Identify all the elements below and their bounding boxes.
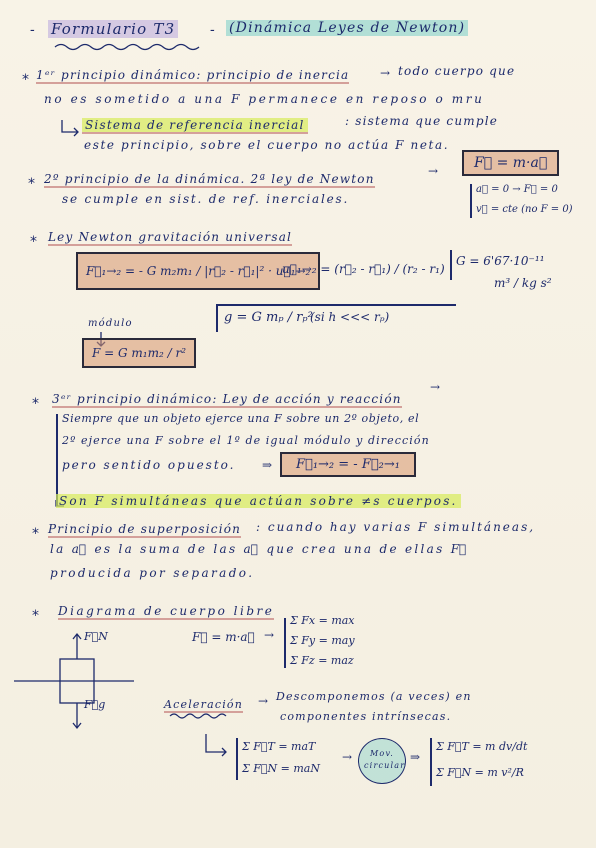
s6-heading: Diagrama de cuerpo libre [58,604,275,618]
s4-heading: 3ᵉʳ principio dinámico: Ley de acción y reacción [52,392,402,406]
s2-heading: 2º principio de la dinámica. 2ª ley de Newton [44,172,375,186]
s6-acc-text2: componentes intrínsecas. [280,710,452,723]
s6-circ-arrow2: ⇒ [410,750,422,764]
s3-g-formula: g = G mₚ / rₚ² [224,310,313,325]
s1-text2: no es sometido a una F permanece en reposo o mru [44,92,485,106]
s2-arrow: → [428,164,440,178]
s5-text1: : cuando hay varias F simultáneas, [256,520,536,534]
s2-cond1: a⃗ = 0 → F⃗ = 0 [476,184,558,195]
title-squiggle [55,42,205,52]
s6-sy: Σ Fy = may [290,634,355,647]
s2-brace [470,184,472,218]
s1-sistema: Sistema de referencia inercial [82,118,308,134]
fn-label: F⃗N [84,630,108,643]
s4-arrow: → [430,380,442,394]
s3-f12-formula: F⃗₁→₂ = - G m₂m₁ / |r⃗₂ - r⃗₁|² · u⃗₁→₂ [76,252,320,290]
s3-g-bar [450,250,452,280]
s2-bullet: * [28,176,35,192]
title-formulario: Formulario T3 [48,20,178,38]
s2-text: se cumple en sist. de ref. inerciales. [62,192,350,206]
title-subtitle: (Dinámica Leyes de Newton) [226,20,468,36]
s5-heading: Principio de superposición [48,522,242,536]
s6-arrow: → [264,628,276,642]
s4-last: Son F simultáneas que actúan sobre ≠s cuerpos. [56,494,461,508]
title-dash: - [30,22,36,38]
s3-gbox-top [216,304,456,306]
s5-text3: producida por separado. [50,566,255,580]
s4-text3: pero sentido opuesto. [62,458,236,472]
s6-acc: Aceleración [164,698,244,711]
s3-g-cond: (si h <<< rₚ) [310,310,390,324]
s6-brace3 [430,738,432,786]
s3-heading: Ley Newton gravitación universal [48,230,293,244]
acc-squiggle [170,712,230,720]
s1-arrow: → [380,66,392,80]
s4-text2: 2º ejerce una F sobre el 1º de igual módulo y dirección [62,434,430,447]
s6-sx: Σ Fx = max [290,614,355,627]
s1-text1: todo cuerpo que [398,64,516,78]
fg-label: F⃗g [84,698,106,711]
s6-sum: F⃗ = m·a⃗ [192,630,255,644]
s6-sz: Σ Fz = maz [290,654,354,667]
title-separator: - [210,22,216,38]
s4-implies: ⇒ [262,458,274,472]
s5-bullet: * [32,526,39,542]
s1-corner-arrow [60,120,82,136]
s2-formula: F⃗ = m·a⃗ [462,150,559,176]
s4-left-bar [56,414,58,506]
s6-circ: Mov. circular [364,749,406,770]
s5-text2: la a⃗ es la suma de las a⃗ que crea una de ellas F⃗ [50,542,469,556]
s4-bullet: * [32,396,39,412]
s6-sn: Σ F⃗N = maN [242,762,320,775]
s6-sn2: Σ F⃗N = m v²/R [436,766,524,779]
s1-text3: este principio, sobre el cuerpo no actúa F neta. [84,138,450,152]
s4-text1: Siempre que un objeto ejerce una F sobre un 2º objeto, el [62,412,420,425]
s3-G: G = 6'67·10⁻¹¹ [456,254,545,268]
s3-bullet: * [30,234,37,250]
s6-acc-arrow: → [258,694,270,708]
s3-u12: u⃗₁→₂ = (r⃗₂ - r⃗₁) / (r₂ - r₁) [282,262,445,276]
s6-acc-text1: Descomponemos (a veces) en [276,690,472,703]
s1-sistema-rest: : sistema que cumple [345,114,499,128]
s1-heading: 1ᵉʳ principio dinámico: principio de inercia [36,68,350,82]
s1-bullet: * [22,72,29,88]
s3-modulo-label: módulo [88,318,133,329]
s6-circ-arrow1: → [342,750,354,764]
s3-fmod-formula: F = G m₁m₂ / r² [82,338,196,368]
s6-st2: Σ F⃗T = m dv/dt [436,740,528,753]
s6-brace2 [236,738,238,780]
s3-G-units: m³ / kg s² [494,276,552,290]
s2-cond2: v⃗ = cte (no F = 0) [476,204,573,215]
s4-formula: F⃗₁→₂ = - F⃗₂→₁ [280,452,416,477]
s3-gbox-left [216,304,218,332]
s6-st: Σ F⃗T = maT [242,740,316,753]
s6-corner-arrow [204,734,232,760]
s6-bullet: * [32,608,39,624]
s6-brace [284,618,286,668]
